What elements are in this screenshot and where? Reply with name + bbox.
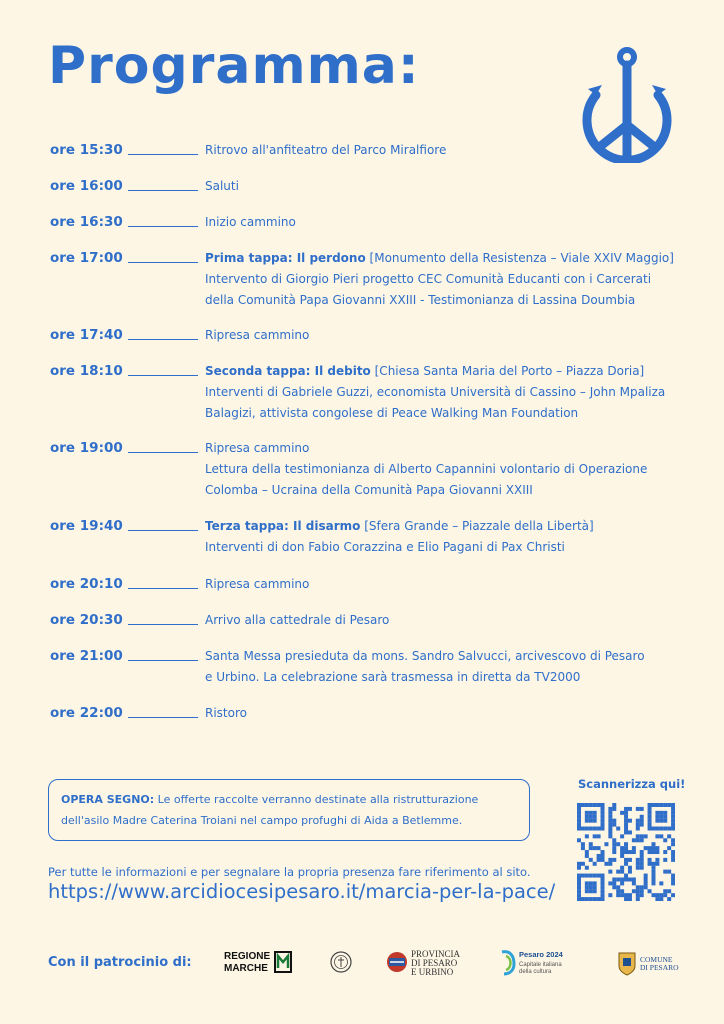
schedule-description [205, 610, 685, 631]
schedule-divider [128, 530, 198, 531]
info-text: Per tutte le informazioni e per segnalare la propria presenza fare riferimento al sito. [48, 865, 531, 879]
pesaro2024-text-3: della cultura [519, 969, 552, 975]
schedule-stage-title: Prima tappa: Il perdono [205, 251, 366, 265]
schedule-divider [128, 190, 198, 191]
schedule-divider [128, 375, 198, 376]
schedule-line: Intervento di Giorgio Pieri progetto CEC Comunità Educanti con i Carcerati [205, 272, 652, 286]
opera-segno-label: OPERA SEGNO: [61, 793, 155, 806]
schedule-line: Arrivo alla cattedrale di Pesaro [205, 613, 390, 627]
schedule-time: ore 22:00 [50, 705, 123, 721]
schedule-line: [Sfera Grande – Piazzale della Libertà] [360, 519, 594, 533]
schedule-description [205, 438, 685, 501]
schedule-divider [128, 588, 198, 589]
opera-segno-text-2: dell'asilo Madre Caterina Troiani nel campo profughi di Aida a Betlemme. [61, 814, 463, 827]
schedule-time: ore 17:40 [50, 327, 123, 343]
schedule-description [205, 516, 685, 558]
page-title: Programma: [48, 36, 420, 96]
schedule-line: [Chiesa Santa Maria del Porto – Piazza Doria] [370, 364, 645, 378]
schedule-time: ore 20:10 [50, 576, 123, 592]
provincia-text-2: DI PESARO [411, 958, 458, 968]
website-link[interactable]: https://www.arcidiocesipesaro.it/marcia-per-la-pace/ [48, 880, 556, 903]
schedule-description [205, 646, 685, 688]
schedule-time: ore 19:00 [50, 440, 123, 456]
schedule-time: ore 17:00 [50, 250, 123, 266]
opera-segno-box [48, 779, 530, 841]
schedule-description [205, 574, 685, 595]
schedule-line: Ripresa cammino [205, 328, 310, 342]
pesaro2024-text-1: Pesaro 2024 [519, 950, 563, 959]
schedule-time: ore 15:30 [50, 142, 123, 158]
schedule-divider [128, 717, 198, 718]
schedule-description [205, 212, 685, 233]
comune-text-1: COMUNE [640, 955, 673, 964]
schedule-time: ore 16:00 [50, 178, 123, 194]
schedule-line: Ristoro [205, 706, 247, 720]
diocese-seal-logo [330, 944, 352, 980]
schedule-line: [Monumento della Resistenza – Viale XXIV Maggio] [365, 251, 674, 265]
schedule-line: Interventi di don Fabio Corazzina e Elio Pagani di Pax Christi [205, 540, 565, 554]
schedule-line: Interventi di Gabriele Guzzi, economista Università di Cassino – John Mpaliza [205, 385, 666, 399]
regione-text-2: MARCHE [224, 963, 268, 974]
schedule-line: Colomba – Ucraina della Comunità Papa Giovanni XXIII [205, 483, 533, 497]
pesaro2024-text-2: Capitale italiana [519, 962, 562, 968]
schedule-line: Inizio cammino [205, 215, 296, 229]
schedule-line: Lettura della testimonianza di Alberto Capannini volontario di Operazione [205, 462, 648, 476]
schedule-divider [128, 624, 198, 625]
schedule-line: Ripresa cammino [205, 577, 310, 591]
schedule-stage-title: Terza tappa: Il disarmo [205, 519, 361, 533]
schedule-divider [128, 226, 198, 227]
schedule-line: Ritrovo all'anfiteatro del Parco Miralfiore [205, 143, 447, 157]
schedule-divider [128, 262, 198, 263]
qr-code[interactable] [577, 803, 675, 901]
schedule-description [205, 361, 685, 424]
pesaro-2024-logo [500, 944, 584, 980]
schedule-description [205, 325, 685, 346]
schedule-divider [128, 660, 198, 661]
schedule-time: ore 18:10 [50, 363, 123, 379]
provincia-logo [386, 944, 468, 980]
schedule-divider [128, 339, 198, 340]
schedule-line: Ripresa cammino [205, 441, 310, 455]
provincia-text-3: E URBINO [411, 967, 454, 977]
schedule-line: Balagizi, attivista congolese di Peace Walking Man Foundation [205, 406, 579, 420]
schedule-stage-title: Seconda tappa: Il debito [205, 364, 371, 378]
schedule-line: e Urbino. La celebrazione sarà trasmessa in diretta da TV2000 [205, 670, 581, 684]
schedule-description [205, 176, 685, 197]
schedule-divider [128, 452, 198, 453]
schedule-time: ore 21:00 [50, 648, 123, 664]
patrocinio-label: Con il patrocinio di: [48, 955, 192, 970]
schedule-divider [128, 154, 198, 155]
regione-marche-logo [224, 944, 294, 980]
provincia-text-1: PROVINCIA [411, 949, 461, 959]
schedule-line: Santa Messa presieduta da mons. Sandro Salvucci, arcivescovo di Pesaro [205, 649, 645, 663]
schedule-description [205, 703, 685, 724]
schedule-time: ore 20:30 [50, 612, 123, 628]
comune-text-2: DI PESARO [640, 963, 679, 972]
schedule-line: Saluti [205, 179, 239, 193]
schedule-line: della Comunità Papa Giovanni XXIII - Testimonianza di Lassina Doumbia [205, 293, 636, 307]
schedule-time: ore 19:40 [50, 518, 123, 534]
schedule-description [205, 248, 685, 311]
schedule-time: ore 16:30 [50, 214, 123, 230]
scan-label: Scannerizza qui! [578, 777, 686, 791]
schedule-description [205, 140, 685, 161]
regione-text-1: REGIONE [224, 951, 271, 962]
opera-segno-text-1: Le offerte raccolte verranno destinate alla ristrutturazione [154, 793, 479, 806]
comune-pesaro-logo [616, 944, 682, 980]
